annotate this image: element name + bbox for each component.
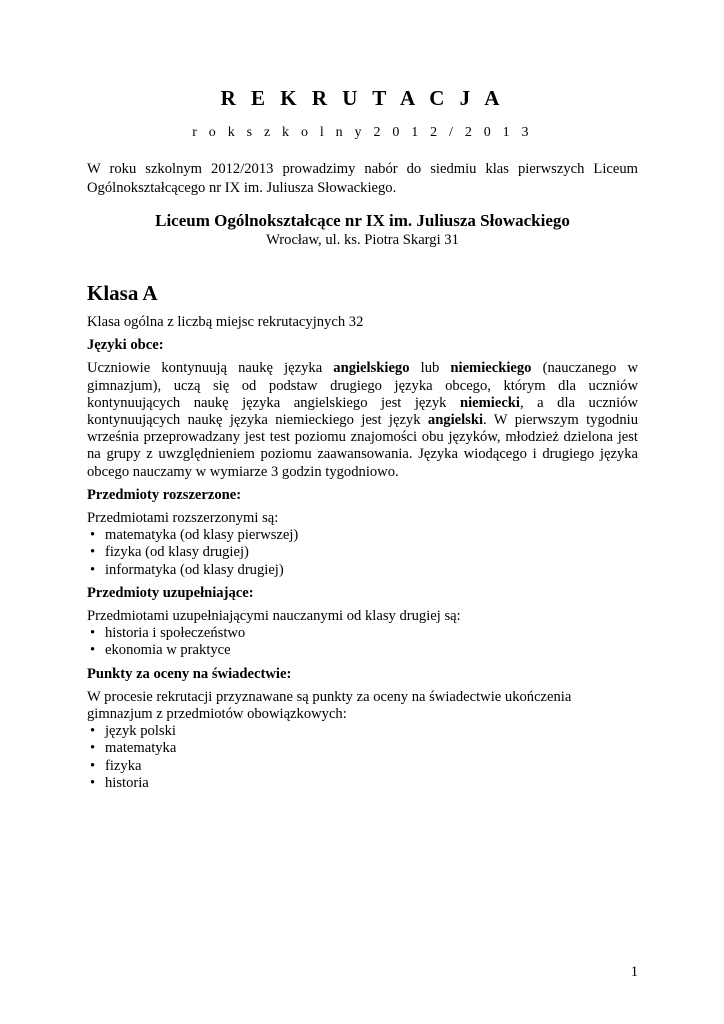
document-subtitle: r o k s z k o l n y 2 0 1 2 / 2 0 1 3 [192,125,533,140]
languages-heading: Języki obce: [87,337,164,354]
points-lead: W procesie rekrutacji przyznawane są punkty za oceny na świadectwie ukończenia gimnazjum z przedmiotów obowiązkowych: [87,688,572,723]
supplementary-subjects-lead: Przedmiotami uzupełniającymi nauczanymi od klasy drugiej są: [87,608,461,625]
list-item: • informatyka (od klasy drugiej) [87,562,638,579]
document-title: R E K R U T A C J A [220,86,505,110]
languages-text: . W pierwszym tygodniu września przeprowadzany jest test poziomu znajomości obu języków, młodzież dzielona jest na grupy z uwzględnieniem poziomu zaawansowania. Języka wiodącego i drugiego języka obcego nauczamy w wymiarze 3 godzin tygodniowo. [87,412,638,480]
list-item: • ekonomia w praktyce [87,642,638,659]
list-item: • historia i społeczeństwo [87,625,638,642]
school-address: Wrocław, ul. ks. Piotra Skargi 31 [266,232,459,248]
language-german-second: niemiecki [459,394,520,411]
list-item: • matematyka (od klasy pierwszej) [87,527,638,544]
languages-text: (nauczanego w gimnazjum), uczą się od podstaw drugiego języka obcego, którym dla uczniów kontynuujących naukę języka angielskiego jest język [87,360,638,411]
language-english: angielskiego [333,360,410,377]
class-heading: Klasa A [87,281,158,305]
languages-text: , a dla uczniów kontynuujących naukę języka niemieckiego jest język [87,394,638,429]
intro-paragraph: W roku szkolnym 2012/2013 prowadzimy nabór do siedmiu klas pierwszych Liceum Ogólnokształcącego nr IX im. Juliusza Słowackiego. [87,161,638,196]
supplementary-subjects-list [87,625,638,659]
points-subjects-list [87,723,638,792]
extended-subjects-list [87,527,638,579]
list-item: • fizyka (od klasy drugiej) [87,544,638,561]
extended-subjects-lead: Przedmiotami rozszerzonymi są: [87,510,279,527]
supplementary-subjects-heading: Przedmioty uzupełniające: [87,584,254,601]
school-name: Liceum Ogólnokształcące nr IX im. Juliusza Słowackiego [155,211,570,230]
extended-subjects-heading: Przedmioty rozszerzone: [87,486,242,503]
list-item: • język polski [87,723,638,740]
class-description: Klasa ogólna z liczbą miejsc rekrutacyjnych 32 [87,314,364,330]
languages-text: Uczniowie kontynuują naukę języka [87,360,334,377]
list-item: • matematyka [87,740,638,757]
list-item: • historia [87,775,638,792]
class-details [87,314,638,798]
page-number: 1 [630,964,638,980]
language-german: niemieckiego [450,360,532,377]
language-english-second: angielski [427,412,484,429]
points-heading: Punkty za oceny na świadectwie: [87,665,292,682]
languages-text: lub [409,360,451,377]
languages-paragraph [87,360,638,480]
list-item: • fizyka [87,758,638,775]
